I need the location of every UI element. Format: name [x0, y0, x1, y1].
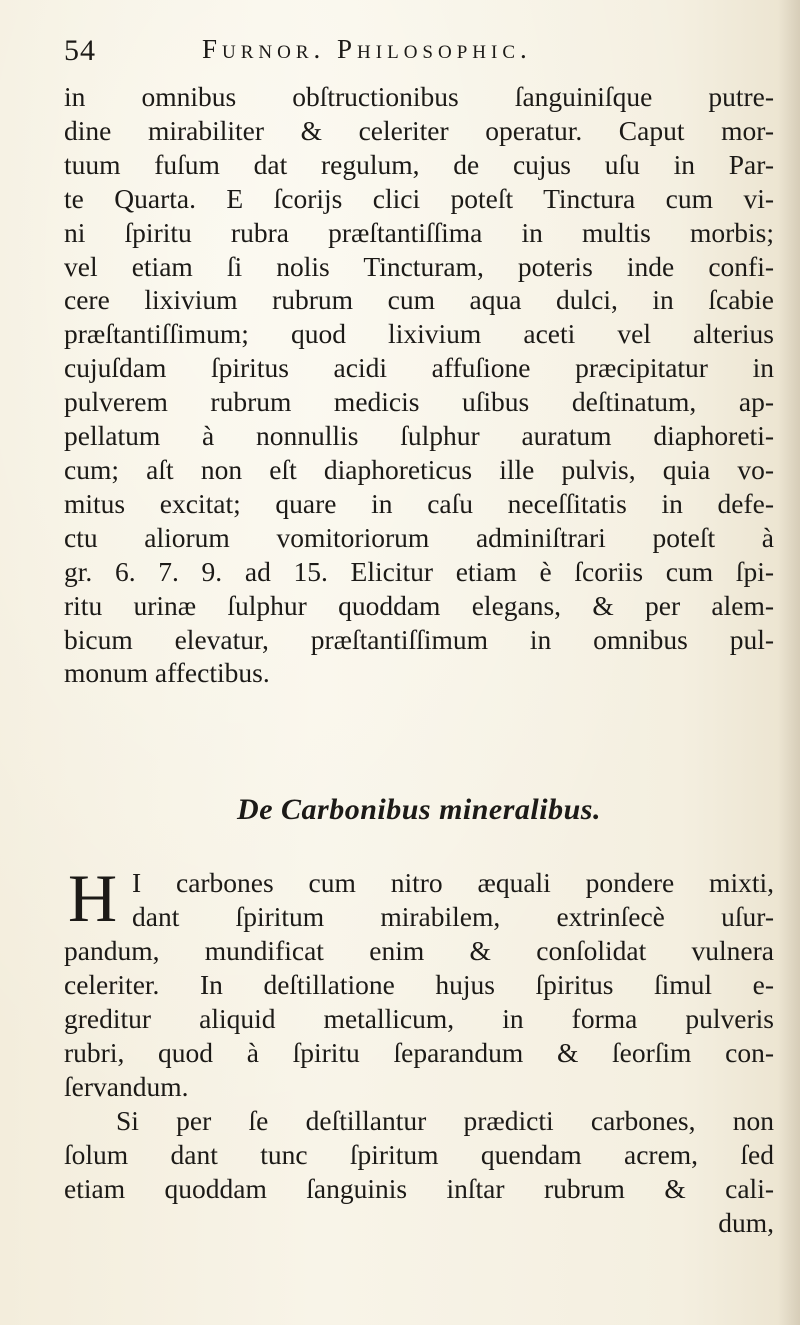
text-line: gr. 6. 7. 9. ad 15. Elicitur etiam è ſcoriis cum ſpi- [64, 555, 774, 587]
drop-cap: H [68, 860, 118, 936]
section-heading: De Carbonibus mineralibus. [237, 793, 601, 826]
catchword: dum, [718, 1206, 774, 1238]
text-line: cujuſdam ſpiritus acidi affuſione præcipitatur in [64, 352, 774, 384]
text-line: bicum elevatur, præſtantiſſimum in omnibus pul- [64, 623, 774, 655]
text-line: celeriter. In deſtillatione hujus ſpiritus ſimul e- [64, 968, 774, 1000]
text-line: ni ſpiritu rubra præſtantiſſima in multis morbis; [64, 216, 774, 248]
text-line: in omnibus obſtructionibus ſanguiniſque putre- [64, 81, 774, 112]
text-line: etiam quoddam ſanguinis inſtar rubrum & cali- [64, 1172, 774, 1204]
text-line: te Quarta. E ſcorijs clici poteſt Tinctura cum vi- [64, 182, 774, 214]
paragraph-2 [64, 934, 774, 1104]
text-line: dant ſpiritum mirabilem, extrinſecè uſur- [132, 900, 774, 932]
text-line: dine mirabiliter & celeriter operatur. Caput mor- [64, 114, 774, 146]
text-line: mitus excitat; quare in caſu neceſſitatis in defe- [64, 487, 774, 519]
text-line: vel etiam ſi nolis Tincturam, poteris inde confi- [64, 250, 774, 282]
text-line: pellatum à nonnullis ſulphur auratum diaphoreti- [64, 420, 774, 452]
text-line: ſolum dant tunc ſpiritum quendam acrem, ſed [64, 1138, 774, 1170]
text-line: greditur aliquid metallicum, in forma pulveris [64, 1002, 774, 1034]
text-line: cum; aſt non eſt diaphoreticus ille pulvis, quia vo- [64, 453, 774, 485]
page-header [64, 30, 754, 70]
paragraph-1 [64, 80, 774, 690]
text-line: pandum, mundificat enim & conſolidat vulnera [64, 935, 774, 966]
page-number: 54 [64, 34, 96, 67]
text-line: cere lixivium rubrum cum aqua dulci, in ſcabie [64, 284, 774, 316]
text-line: Si per ſe deſtillantur prædicti carbones, non [116, 1105, 774, 1136]
running-head: Furnor. Philosophic. [202, 34, 532, 64]
paragraph-3 [64, 1104, 774, 1240]
text-line: monum affectibus. [64, 657, 270, 689]
text-line: ritu urinæ ſulphur quoddam elegans, & per alem- [64, 589, 774, 621]
text-line: pulverem rubrum medicis uſibus deſtinatum, ap- [64, 386, 774, 418]
text-line: ctu aliorum vomitoriorum adminiſtrari poteſt à [64, 521, 774, 553]
paragraph-2-opening [132, 866, 774, 934]
text-line: tuum fuſum dat regulum, de cujus uſu in Par- [64, 148, 774, 180]
text-line: rubri, quod à ſpiritu ſeparandum & ſeorſim con- [64, 1036, 774, 1068]
text-line: ſervandum. [64, 1070, 189, 1102]
page-edge-shadow [778, 0, 800, 1325]
text-line: præſtantiſſimum; quod lixivium aceti vel alterius [64, 318, 774, 350]
text-line: I carbones cum nitro æquali pondere mixti, [132, 867, 774, 898]
